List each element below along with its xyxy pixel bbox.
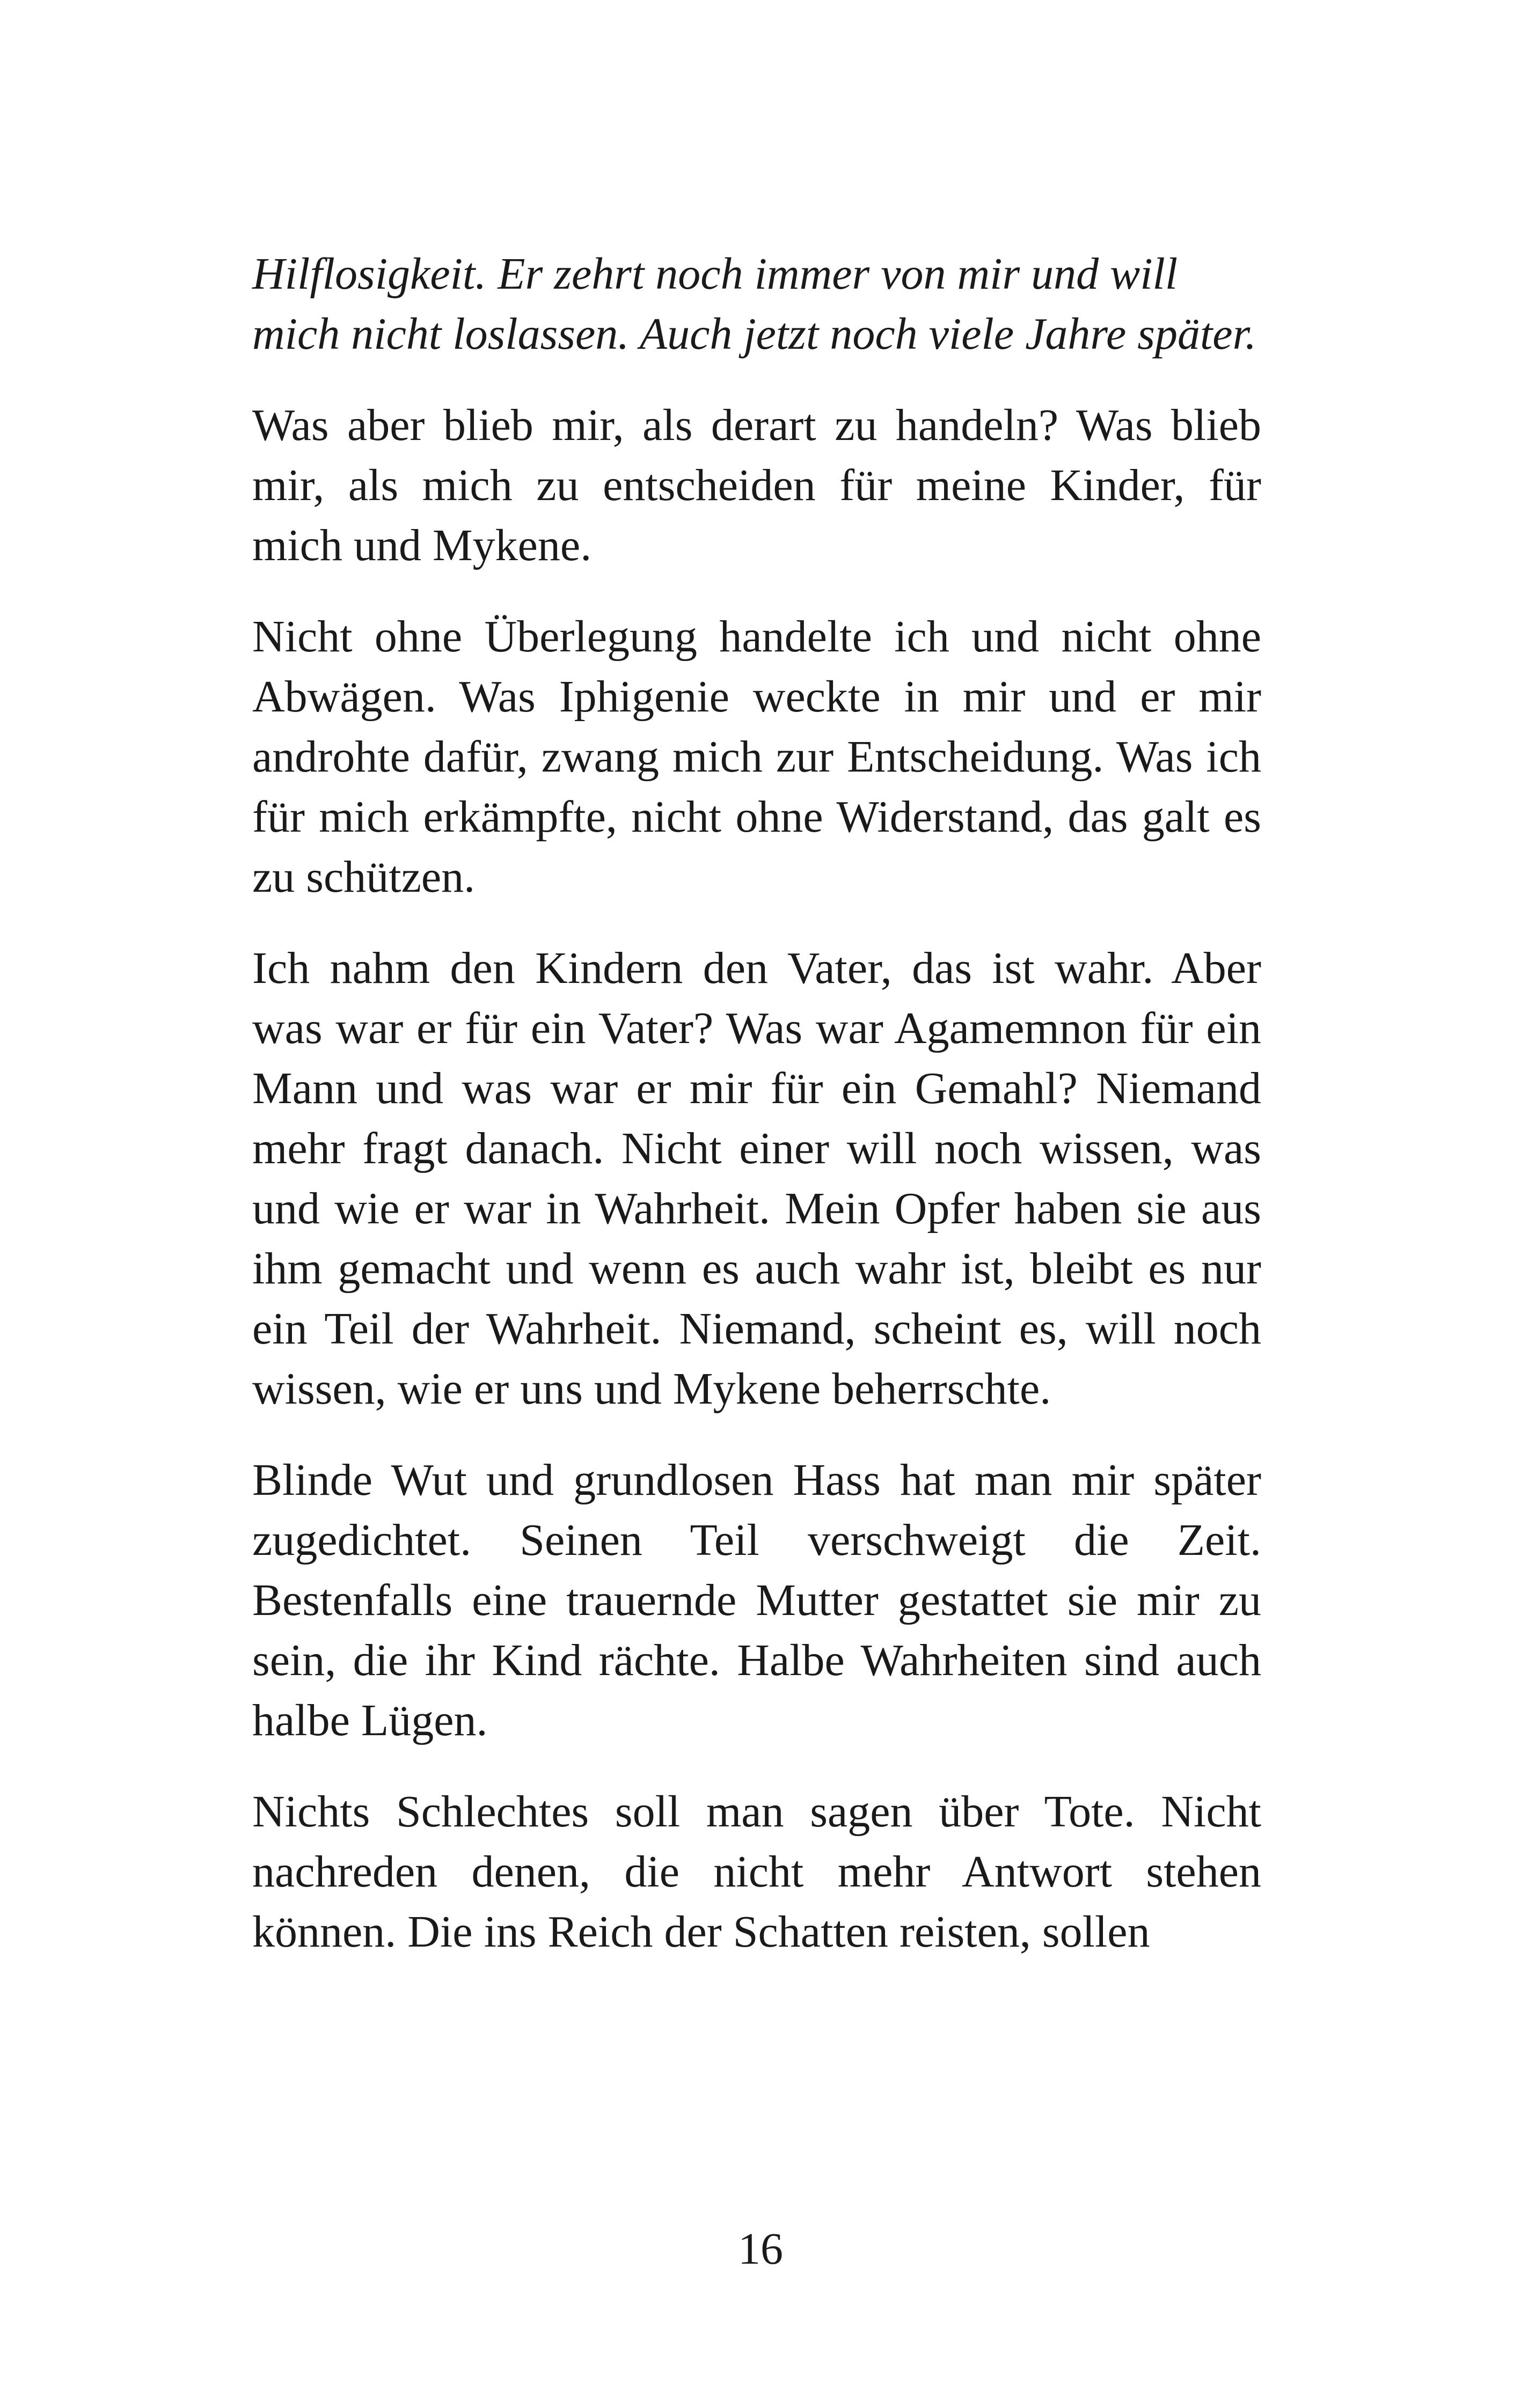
page-number: 16 xyxy=(738,2224,783,2274)
body-text xyxy=(252,244,1261,1993)
paragraph: Was aber blieb mir, als derart zu handeln? Was blieb mir, als mich zu entscheiden für meine Kinder, für mich und Mykene. xyxy=(252,400,1261,570)
paragraph: Ich nahm den Kindern den Vater, das ist wahr. Aber was war er für ein Vater? Was war Agamemnon für ein Mann und was war er mir für ein Gemahl? Niemand mehr fragt danach. Nicht einer will noch wissen, was und wie er war in Wahrheit. Mein Opfer haben sie aus ihm gemacht und wenn es auch wahr ist, bleibt es nur ein Teil der Wahrheit. Niemand, scheint es, will noch wissen, wie er uns und Mykene beherrschte. xyxy=(252,943,1261,1414)
paragraph-italic-continuation: Hilflosigkeit. Er zehrt noch immer von mir und will mich nicht loslassen. Auch jetzt noch viele Jahre später. xyxy=(252,249,1256,359)
paragraph: Blinde Wut und grundlosen Hass hat man mir später zugedichtet. Seinen Teil verschweigt die Zeit. Bestenfalls eine trauernde Mutter gestattet sie mir zu sein, die ihr Kind rächte. Halbe Wahrheiten sind auch halbe Lügen. xyxy=(252,1455,1261,1745)
paragraph: Nichts Schlechtes soll man sagen über Tote. Nicht nachreden denen, die nicht mehr Antwort stehen können. Die ins Reich der Schatten reisten, sollen xyxy=(252,1787,1261,1957)
paragraph: Nicht ohne Überlegung handelte ich und nicht ohne Abwägen. Was Iphigenie weckte in mir und er mir androhte dafür, zwang mich zur Entscheidung. Was ich für mich erkämpfte, nicht ohne Widerstand, das galt es zu schützen. xyxy=(252,612,1261,902)
